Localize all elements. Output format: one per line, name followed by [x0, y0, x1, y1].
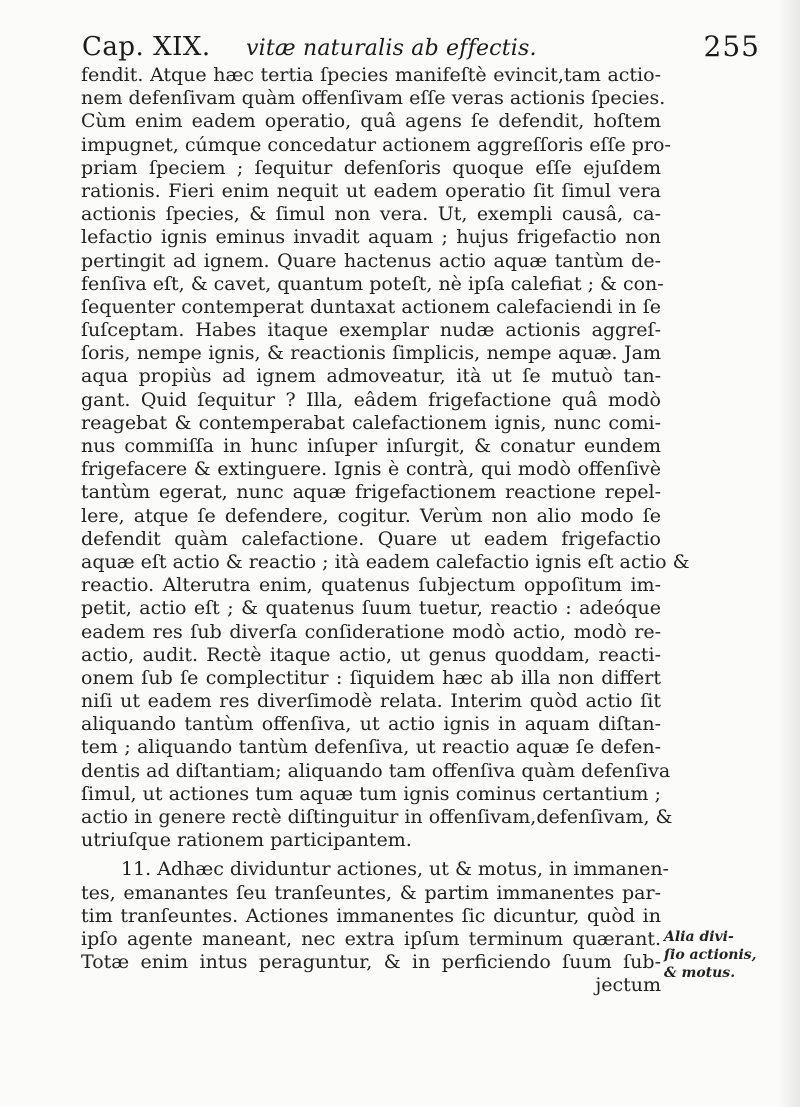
text-line: tim tranſeuntes. Actiones immanentes ſic dicuntur, quòd in: [81, 904, 661, 927]
text-line: eadem res ſub diverſa conſideratione modò actio, modò re-: [81, 620, 661, 643]
marginal-line: Alia divi-: [664, 929, 734, 945]
text-line: rationis. Fieri enim nequit ut eadem operatio ſit ſimul vera: [81, 179, 661, 202]
text-line: reagebat & contemperabat calefactionem ignis, nunc comi-: [81, 411, 661, 434]
text-line: tem ; aliquando tantùm defenſiva, ut reactio aquæ ſe defen-: [81, 736, 661, 759]
text-line: ſoris, nempe ignis, & reactionis ſimplicis, nempe aquæ. Jam: [81, 342, 661, 365]
text-line: nem defenſivam quàm offenſivam eſſe veras actionis ſpecies.: [81, 87, 666, 110]
text-line: lere, atque ſe defendere, cogitur. Verùm non alio modo ſe: [81, 504, 661, 527]
text-line: ſequenter contemperat duntaxat actionem calefaciendi in ſe: [81, 295, 661, 318]
text-line: ſimul, ut actiones tum aquæ tum ignis cominus certantium ;: [81, 782, 661, 805]
text-line: 11. Adhæc dividuntur actiones, ut & motus, in immanen-: [121, 858, 669, 881]
text-line: priam ſpeciem ; ſequitur defenſoris quoque eſſe ejuſdem: [81, 156, 661, 179]
text-line: niſi ut eadem res diverſimodè relata. Interim quòd actio ſit: [81, 690, 661, 713]
running-title: vitæ naturalis ab effectis.: [246, 36, 537, 61]
text-line: fendit. Atque hæc tertia ſpecies manifeſtè evincit,tam actio-: [81, 64, 661, 86]
text-line: petit, actio eſt ; & quatenus ſuum tuetur, reactio : adeóque: [81, 597, 661, 620]
page-number: 255: [703, 30, 760, 63]
text-line: actionis ſpecies, & ſimul non vera. Ut, exempli causâ, ca-: [81, 203, 661, 226]
main-text-block: [81, 64, 690, 998]
text-line: gant. Quid ſequitur ? Illa, eâdem frigefactione quâ modò: [81, 388, 661, 411]
text-line: aqua propiùs ad ignem admoveatur, ità ut ſe mutuò tan-: [81, 365, 661, 388]
running-header: [82, 26, 762, 68]
text-line: onem ſub ſe complectitur : ſiquidem hæc ab illa non differt: [81, 666, 661, 689]
text-line: lefactio ignis eminus invadit aquam ; hujus frigefactio non: [81, 226, 661, 249]
marginal-line: ſio actionis,: [664, 947, 757, 963]
text-line: fenſiva eſt, & cavet, quantum poteſt, nè ipſa calefiat ; & con-: [81, 272, 664, 295]
text-line: aliquando tantùm offenſiva, ut actio ignis in aquam diſtan-: [81, 713, 661, 736]
text-line: actio in genere rectè diſtinguitur in offenſivam,defenſivam, &: [81, 806, 673, 828]
text-line: nus commiſſa in hunc inſuper inſurgit, & conatur eundem: [81, 435, 661, 457]
text-line: actio, audit. Rectè itaque actio, ut genus quoddam, reacti-: [81, 643, 661, 666]
text-line: aquæ eſt actio & reactio ; ità eadem calefactio ignis eſt actio &: [81, 550, 690, 573]
text-line: dentis ad diſtantiam; aliquando tam offenſiva quàm defenſiva: [81, 759, 671, 782]
marginal-note: [664, 928, 774, 982]
text-line: utriuſque rationem participantem.: [81, 829, 412, 852]
text-line: reactio. Alterutra enim, quatenus ſubjectum oppoſitum im-: [81, 574, 661, 597]
text-line: impugnet, cúmque concedatur actionem aggreſſoris eſſe pro-: [81, 133, 671, 156]
text-line: ipſo agente maneant, nec extra ipſum terminum quærant.: [81, 927, 661, 950]
text-line: tes, emanantes ſeu tranſeuntes, & partim immanentes par-: [81, 881, 661, 904]
text-line: Totæ enim intus peraguntur, & in perficiendo ſuum ſub-: [81, 951, 661, 974]
text-line: ſuſceptam. Habes itaque exemplar nudæ actionis aggreſ-: [81, 319, 661, 342]
text-line: defendit quàm calefactione. Quare ut eadem frigefactio: [81, 527, 661, 550]
chapter-label: Cap. XIX.: [82, 32, 211, 62]
catchword: jectum: [595, 974, 661, 997]
text-line: frigefacere & extinguere. Ignis è contrà, qui modò offenſivè: [81, 458, 661, 481]
text-line: tantùm egerat, nunc aquæ frigefactionem reactione repel-: [81, 481, 661, 504]
text-line: Cùm enim eadem operatio, quâ agens ſe defendit, hoſtem: [81, 110, 661, 133]
text-line: pertingit ad ignem. Quare hactenus actio aquæ tantùm de-: [81, 249, 661, 272]
marginal-line: & motus.: [664, 965, 736, 981]
